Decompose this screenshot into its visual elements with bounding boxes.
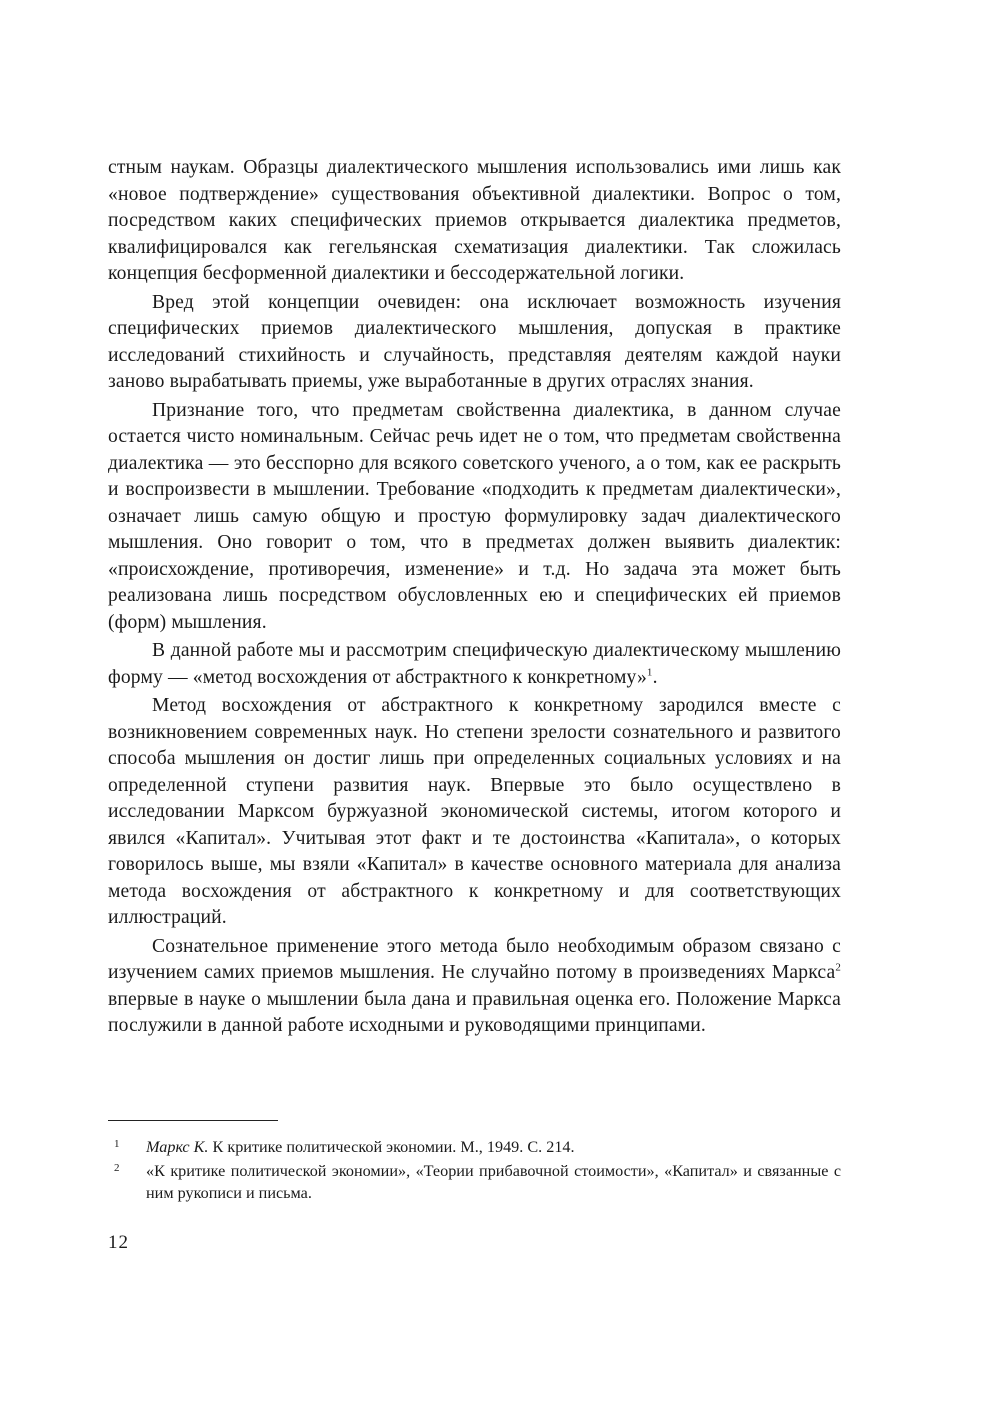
footnote-ref-1: 1 (646, 665, 653, 678)
footnote-author: Маркс К. (146, 1138, 209, 1156)
footnote-text: К критике политической экономии. М., 1949. С. 214. (208, 1138, 575, 1156)
page-number: 12 (108, 1232, 129, 1253)
footnote-number: 1 (114, 1138, 120, 1150)
paragraph: Метод восхождения от абстрактного к конкретному зародился вместе с возникновением современных наук. Но степени зрелости сознательного и развитого способа мышления он достиг лишь при определенных социальных условиях и на определенной ступени развития наук. Впервые это было осуществлено в исследовании Марксом буржуазной экономической системы, итогом которого и явился «Капитал». Учитывая этот факт и те достоинства «Капитала», о которых говорилось выше, мы взяли «Капитал» в качестве основного материала для анализа метода восхождения от абстрактного к конкретному и для соответствующих иллюстраций. (108, 695, 841, 928)
footnote-1 (108, 1136, 841, 1158)
paragraph-continuation: стным наукам. Образцы диалектического мышления использовались ими лишь как «новое подтверждение» существования объективной диалектики. Вопрос о том, посредством каких специфических приемов открывается диалектика предметов, квалифицировался как гегельянская схематизация диалектики. Так сложилась концепция бесформенной диалектики и бессодержательной логики. (108, 157, 841, 284)
footnote-ref-2: 2 (835, 961, 841, 974)
paragraph: Сознательное применение этого метода было необходимым образом связано с изучением самих приемов мышления. Не случайно потому в произведениях Маркса$^2$ впервые в науке о мышлении была дана и правильная оценка его. Положение Маркса послужили в данной работе исходными и руководящими принципами. (108, 935, 841, 1036)
page-body (108, 155, 841, 1040)
paragraph: Вред этой концепции очевиден: она исключает возможность изучения специфических приемов диалектического мышления, допуская в практике исследований стихийность и случайность, представляя деятелям каждой науки заново вырабатывать приемы, уже выработанные в других отраслях знания. (108, 291, 841, 392)
footnote-2 (108, 1160, 841, 1204)
footnote-number: 2 (114, 1162, 120, 1174)
paragraph: В данной работе мы и рассмотрим специфическую диалектическому мышлению форму — «метод восхождения от абстрактного к конкретному»$^1$. (108, 640, 841, 688)
footnote-separator (108, 1120, 278, 1121)
footnotes (108, 1136, 841, 1204)
footnote-text: «К критике политической экономии», «Теории прибавочной стоимости», «Капитал» и связанные с ним рукописи и письма. (146, 1162, 841, 1202)
paragraph: Признание того, что предметам свойственна диалектика, в данном случае остается чисто номинальным. Сейчас речь идет не о том, что предметам свойственна диалектика — это бесспорно для всякого советского ученого, а о том, как ее раскрыть и воспроизвести в мышлении. Требование «подходить к предметам диалектически», означает лишь самую общую и простую формулировку задач диалектического мышления. Оно говорит о том, что в предметах должен выявить диалектик: «происхождение, противоречия, изменение» и т.д. Но задача эта может быть реализована лишь посредством обусловленных ею и специфических ей приемов (форм) мышления. (108, 399, 841, 633)
